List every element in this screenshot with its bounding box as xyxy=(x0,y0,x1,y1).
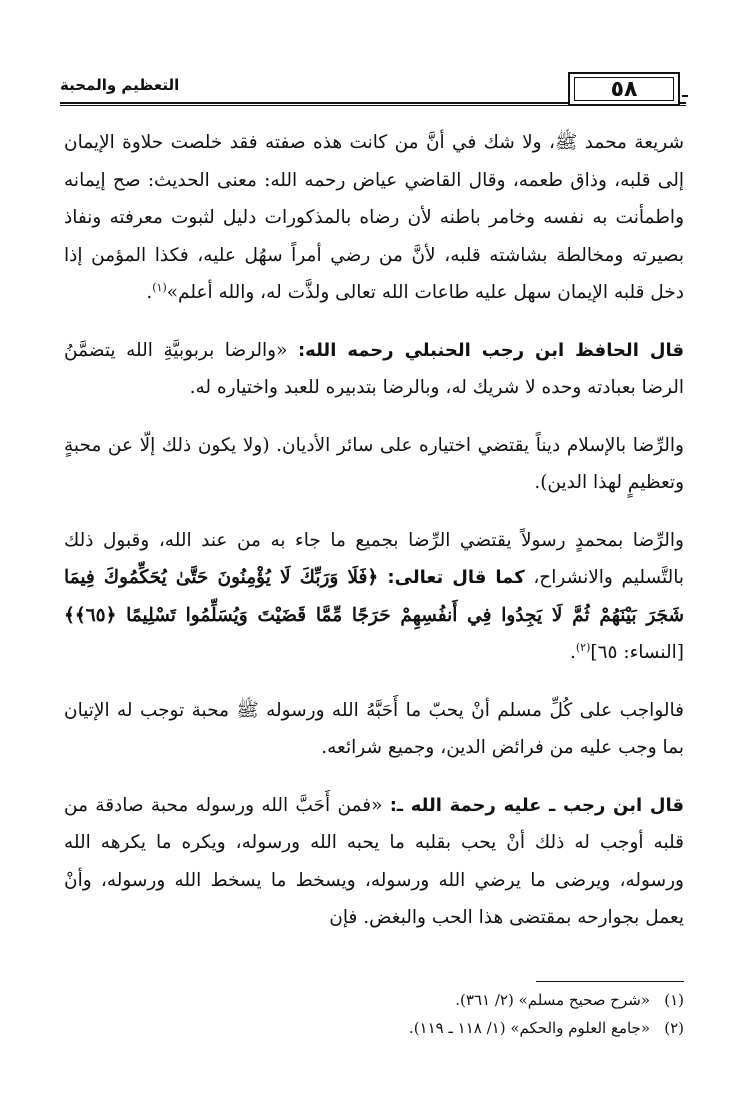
running-title: التعظيم والمحبة xyxy=(60,76,180,94)
paragraph-text: والرِّضا بالإسلام ديناً يقتضي اختياره على سائر الأديان. (ولا يكون ذلك إلّا عن محبةٍ وتعظيمٍ لهذا الدين). xyxy=(64,434,684,493)
punctuation: . xyxy=(569,642,576,663)
paragraph-3 xyxy=(64,427,684,502)
paragraph-text: شريعة محمد ﷺ، ولا شك في أنَّ من كانت هذه صفته فقد خلصت حلاوة الإيمان إلى قلبه، وذاق طعمه، وقال القاضي عياض رحمه الله: معنى الحديث: صح إيمانه واطمأنت به نفسه وخامر باطنه لأن رضاه بالمذكورات دليل لثبوت معرفته ونفاذ بصيرته ومخالطة بشاشته قلبه، لأنَّ من رضي أمراً سهُل عليه، فكذا المؤمن إذا دخل قلبه الإيمان سهل عليه طاعات الله تعالى ولذَّت له، والله أعلم» xyxy=(64,132,684,303)
footnote-2 xyxy=(64,1014,684,1042)
footnote-1 xyxy=(64,986,684,1014)
quote-attribution: كما قال تعالى: xyxy=(387,567,525,588)
footnotes xyxy=(64,986,684,1042)
page-header xyxy=(60,64,686,110)
quote-attribution: قال الحافظ ابن رجب الحنبلي رحمه الله: xyxy=(297,339,684,361)
paragraph-5 xyxy=(64,692,684,767)
footnote-number: (١) xyxy=(664,991,684,1009)
page-number: ٥٨ xyxy=(574,77,674,101)
footnote-ref: (٢) xyxy=(575,640,591,654)
page-number-box xyxy=(568,72,680,106)
main-text xyxy=(64,124,684,937)
paragraph-6 xyxy=(64,787,684,937)
verse-reference: [النساء: ٦٥] xyxy=(590,642,684,663)
quote-attribution: قال ابن رجب ـ عليه رحمة الله ـ: xyxy=(389,794,684,816)
paragraph-text: فالواجب على كُلِّ مسلم أنْ يحبّ ما أَحَبَّهُ الله ورسوله ﷺ محبة توجب له الإتيان بما وجب عليه من فرائض الدين، وجميع شرائعه. xyxy=(64,699,684,758)
paragraph-text: «والرضا بربوبيَّةِ الله يتضمَّنُ الرضا بعبادته وحده لا شريك له، وبالرضا بتدبيره للعبد واختياره له. xyxy=(64,339,684,398)
footnote-ref: (١) xyxy=(152,280,167,294)
quran-verse: ﴿فَلَا وَرَبِّكَ لَا يُؤْمِنُونَ حَتَّىٰ يُحَكِّمُوكَ فِيمَا شَجَرَ بَيْنَهُمْ ثُمَّ لَا يَجِدُوا فِي أَنفُسِهِمْ حَرَجًا مِّمَّا قَضَيْتَ وَيُسَلِّمُوا تَسْلِيمًا ﴿٦٥﴾﴾ xyxy=(64,567,684,626)
footnote-text: «شرح صحيح مسلم» (٢/ ٣٦١). xyxy=(455,991,650,1009)
paragraph-text: والرِّضا بمحمدٍ رسولاً يقتضي الرِّضا بجميع ما جاء به من عند الله، وقبول ذلك بالتَّسليم والانشراح، xyxy=(64,529,685,588)
paragraph-2 xyxy=(64,332,684,407)
paragraph-text: «فمن أَحَبَّ الله ورسوله محبة صادقة من قلبه أوجب له ذلك أنْ يحب بقلبه ما يحبه الله ورسوله، ويكره ما يكرهه الله ورسوله، ويرضى ما يرضي الله ورسوله، ويسخط ما يسخط الله ورسوله، وأنْ يعمل بجوارحه بمقتضى هذا الحب والبغض. فإن xyxy=(64,794,684,928)
paragraph-4 xyxy=(64,522,684,672)
header-tick xyxy=(682,95,688,97)
footnote-number: (٢) xyxy=(664,1019,684,1037)
paragraph-1 xyxy=(64,124,684,312)
footnote-text: «جامع العلوم والحكم» (١/ ١١٨ ـ ١١٩). xyxy=(408,1019,650,1037)
punctuation: . xyxy=(146,282,153,303)
footnote-rule xyxy=(536,981,684,982)
